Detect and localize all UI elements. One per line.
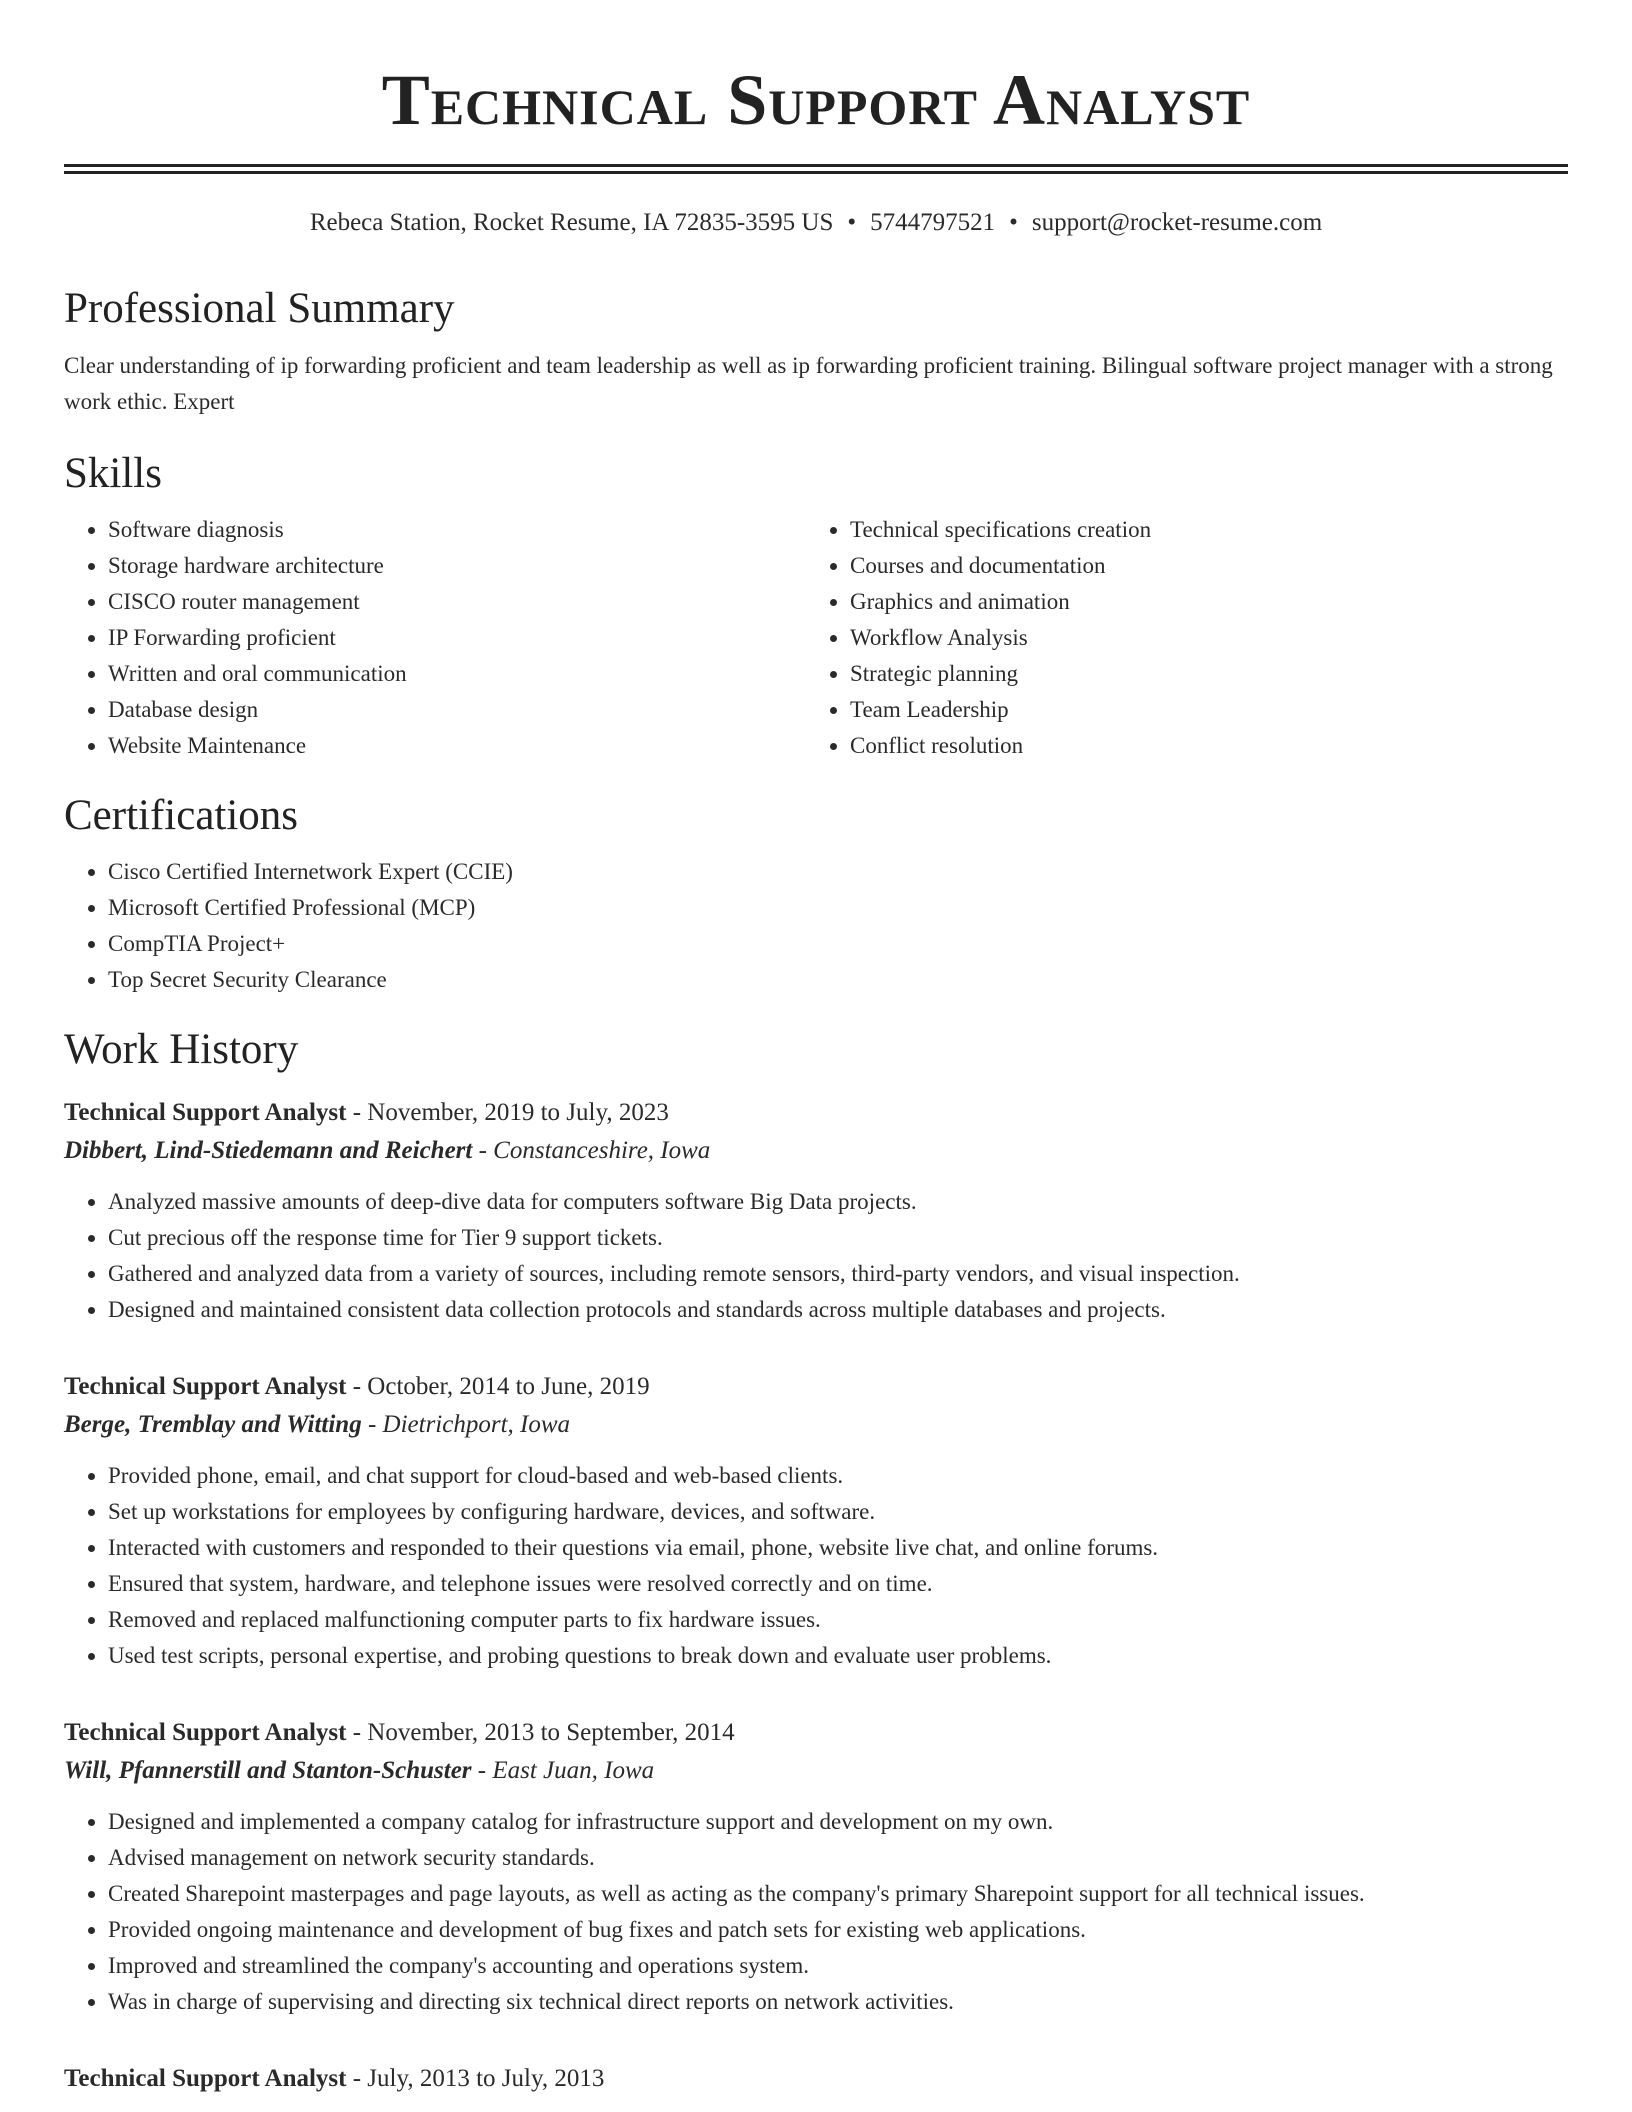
skill-item: • Courses and documentation	[850, 548, 1548, 584]
certification-item: • Top Secret Security Clearance	[108, 962, 1568, 998]
skills-column-right	[806, 512, 1548, 764]
job-bullet-list	[64, 1458, 1568, 1674]
job-bullet: • Provided phone, email, and chat support for cloud-based and web-based clients.	[108, 1458, 1568, 1494]
job-bullet: • Cut precious off the response time for Tier 9 support tickets.	[108, 1220, 1568, 1256]
job-dates: - July, 2013 to July, 2013	[346, 2065, 605, 2092]
certifications-list	[64, 854, 1568, 998]
skill-item: • Strategic planning	[850, 656, 1548, 692]
summary-heading: Professional Summary	[64, 285, 455, 332]
certification-item: • Microsoft Certified Professional (MCP)	[108, 890, 1568, 926]
skills-heading: Skills	[64, 450, 162, 497]
skill-item: • CISCO router management	[108, 584, 806, 620]
skill-item: • Software diagnosis	[108, 512, 806, 548]
skill-item: • Conflict resolution	[850, 728, 1548, 764]
skill-item: • Storage hardware architecture	[108, 548, 806, 584]
contact-phone: 5744797521	[870, 209, 996, 236]
contact-separator: •	[1009, 209, 1018, 236]
job-bullet-list	[64, 1184, 1568, 1328]
job-bullet-list	[64, 1804, 1568, 2020]
job-entry	[64, 1094, 1568, 1328]
skill-item: • Team Leadership	[850, 692, 1548, 728]
job-entry	[64, 2060, 1568, 2098]
job-location: - East Juan, Iowa	[471, 1757, 655, 1784]
skill-item: • Graphics and animation	[850, 584, 1548, 620]
job-header	[64, 1368, 1568, 1406]
job-role: Technical Support Analyst	[64, 1719, 347, 1746]
job-bullet: • Interacted with customers and responded to their questions via email, phone, website live chat, and online forums.	[108, 1530, 1568, 1566]
job-location: - Dietrichport, Iowa	[361, 1411, 571, 1438]
job-header	[64, 2060, 1568, 2098]
certifications-heading: Certifications	[64, 792, 299, 839]
contact-email[interactable]: support@rocket-resume.com	[1031, 209, 1323, 236]
skill-item: • IP Forwarding proficient	[108, 620, 806, 656]
contact-separator: •	[847, 209, 857, 236]
skills-column-left	[64, 512, 806, 764]
job-bullet: • Improved and streamlined the company's accounting and operations system.	[108, 1948, 1568, 1984]
skill-item: • Workflow Analysis	[850, 620, 1548, 656]
job-bullet: • Removed and replaced malfunctioning computer parts to fix hardware issues.	[108, 1602, 1568, 1638]
job-bullet: • Designed and implemented a company catalog for infrastructure support and development on my own.	[108, 1804, 1568, 1840]
job-bullet: • Ensured that system, hardware, and telephone issues were resolved correctly and on time.	[108, 1566, 1568, 1602]
skills-grid	[64, 512, 1568, 764]
job-location: - Constanceshire, Iowa	[472, 1137, 711, 1164]
job-dates: - November, 2019 to July, 2023	[346, 1099, 669, 1126]
job-role: Technical Support Analyst	[64, 2065, 347, 2092]
job-bullet: • Advised management on network security standards.	[108, 1840, 1568, 1876]
job-company-line	[64, 1752, 1568, 1790]
certification-item: • Cisco Certified Internetwork Expert (CCIE)	[108, 854, 1568, 890]
job-entry	[64, 1714, 1568, 2020]
resume-title: Technical Support Analyst	[381, 60, 1251, 140]
job-role: Technical Support Analyst	[64, 1373, 347, 1400]
job-bullet: • Analyzed massive amounts of deep-dive data for computers software Big Data projects.	[108, 1184, 1568, 1220]
job-bullet: • Set up workstations for employees by configuring hardware, devices, and software.	[108, 1494, 1568, 1530]
skills-list-left	[64, 512, 806, 764]
contact-address: Rebeca Station, Rocket Resume, IA 72835-3595 US	[309, 209, 834, 236]
job-bullet: • Created Sharepoint masterpages and page layouts, as well as acting as the company's primary Sharepoint support for all technical issues.	[108, 1876, 1568, 1912]
summary-text: Clear understanding of ip forwarding proficient and team leadership as well as ip forwarding proficient training. Bilingual software project manager with a strong work ethic. Expert	[64, 353, 1553, 414]
job-header	[64, 1714, 1568, 1752]
job-company: Dibbert, Lind-Stiedemann and Reichert	[64, 1137, 473, 1164]
skill-item: • Written and oral communication	[108, 656, 806, 692]
job-bullet: • Provided ongoing maintenance and development of bug fixes and patch sets for existing web applications.	[108, 1912, 1568, 1948]
certification-item: • CompTIA Project+	[108, 926, 1568, 962]
job-role: Technical Support Analyst	[64, 1099, 347, 1126]
job-dates: - October, 2014 to June, 2019	[346, 1373, 650, 1400]
job-bullet: • Gathered and analyzed data from a variety of sources, including remote sensors, third-party vendors, and visual inspection.	[108, 1256, 1568, 1292]
skill-item: • Website Maintenance	[108, 728, 806, 764]
skills-list-right	[806, 512, 1548, 764]
contact-line	[64, 207, 1568, 239]
work-history-heading: Work History	[64, 1026, 299, 1073]
skill-item: • Database design	[108, 692, 806, 728]
resume-page	[64, 0, 1568, 2098]
job-company-line	[64, 1132, 1568, 1170]
job-company-line	[64, 1406, 1568, 1444]
skill-item: • Technical specifications creation	[850, 512, 1548, 548]
job-bullet: • Was in charge of supervising and directing six technical direct reports on network activities.	[108, 1984, 1568, 2020]
job-header	[64, 1094, 1568, 1132]
job-dates: - November, 2013 to September, 2014	[346, 1719, 735, 1746]
title-divider	[64, 164, 1568, 174]
job-entry	[64, 1368, 1568, 1674]
job-company: Will, Pfannerstill and Stanton-Schuster	[64, 1757, 472, 1784]
job-company: Berge, Tremblay and Witting	[64, 1411, 362, 1438]
job-bullet: • Used test scripts, personal expertise, and probing questions to break down and evaluate user problems.	[108, 1638, 1568, 1674]
job-bullet: • Designed and maintained consistent data collection protocols and standards across multiple databases and projects.	[108, 1292, 1568, 1328]
